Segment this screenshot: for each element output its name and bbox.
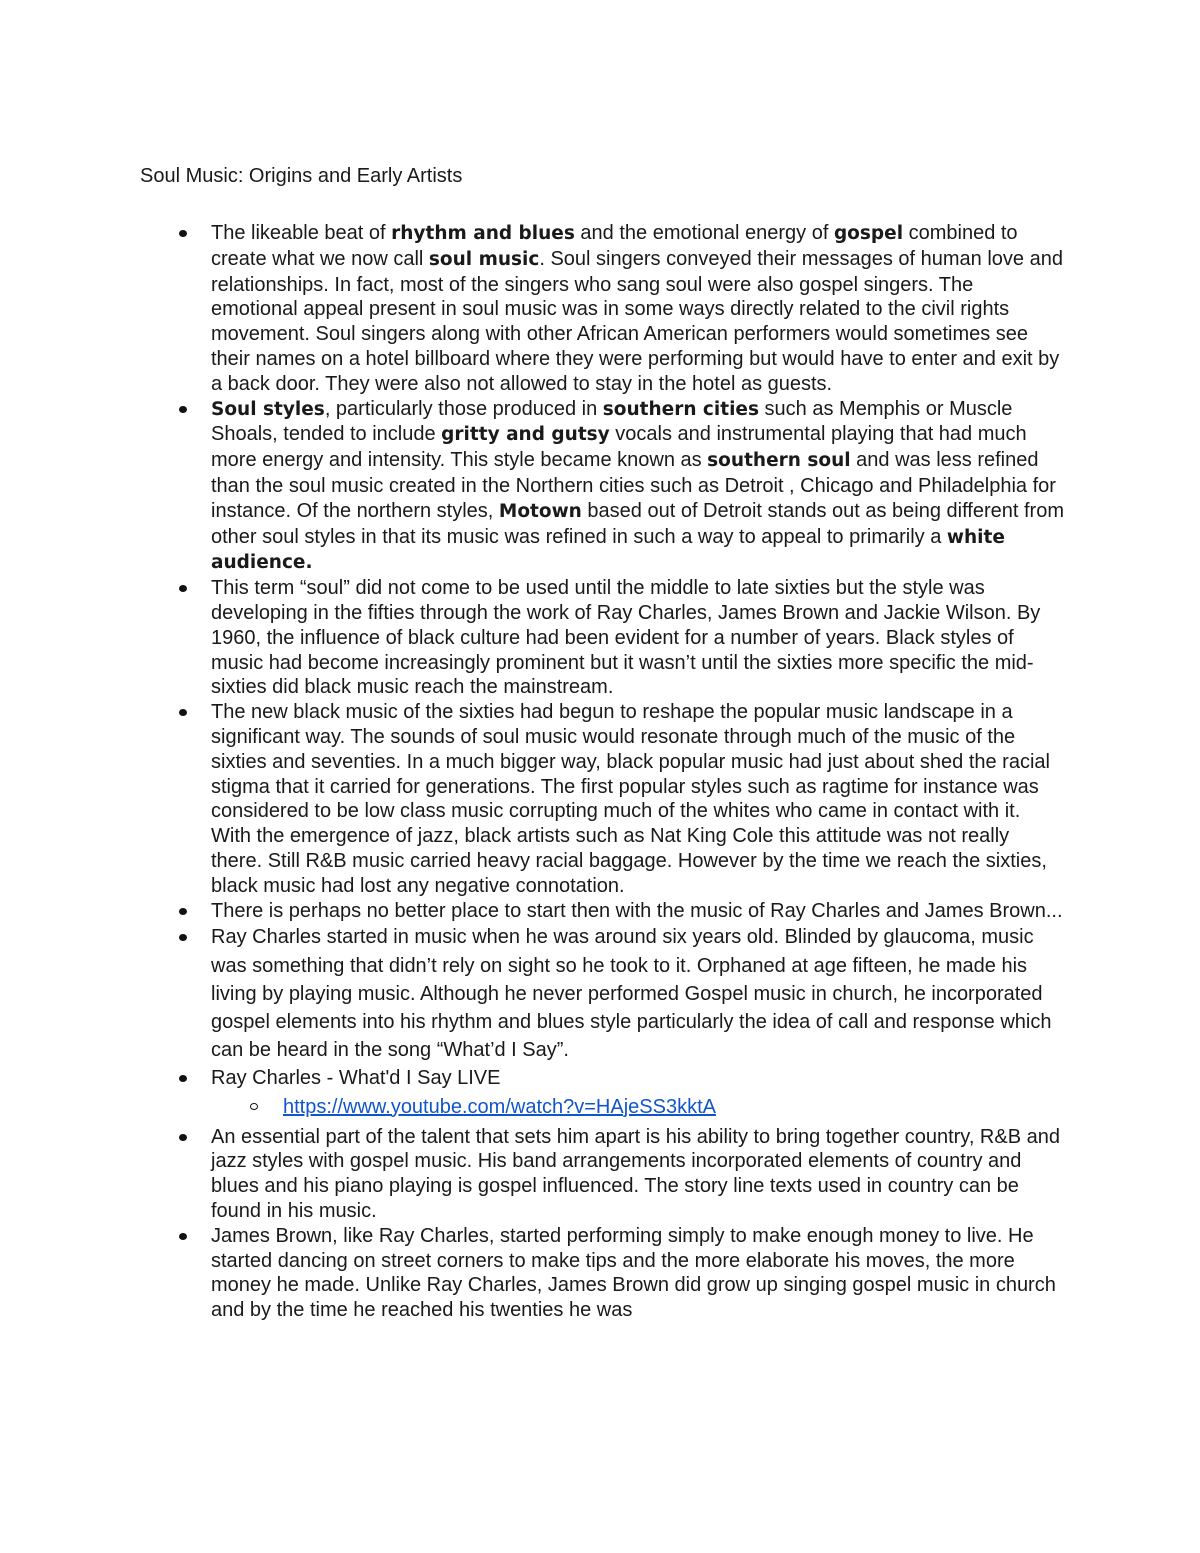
bullet-dot-icon (179, 908, 187, 915)
bullet-item (0, 221, 1200, 397)
bullet-item (0, 1125, 1200, 1224)
bullet-item (0, 576, 1200, 700)
text-run: The likeable beat of (211, 222, 392, 244)
bullet-dot-icon (179, 1134, 187, 1141)
document-title: Soul Music: Origins and Early Artists (140, 165, 463, 187)
text-run: , particularly those produced in (324, 397, 603, 420)
text-run: and the emotional energy of (574, 222, 834, 244)
bold-term: soul music (428, 248, 540, 270)
bullet-dot-icon (179, 230, 187, 237)
bullet-item (0, 1064, 1200, 1092)
bullet-item (0, 397, 1200, 577)
text-run: James Brown, like Ray Charles, started performing simply to make enough money to live. He started dancing on street corners to make tips and the more elaborate his moves, the more money he made. Unlike Ray Charles, James Brown did grow up singing gospel music in church and by the time he reached his twenties he was (211, 1224, 1056, 1322)
bullet-item (0, 899, 1200, 924)
text-run: . Soul singers conveyed their messages of human love and relationships. In fact, most of the singers who sang soul were also gospel singers. The emotional appeal present in soul music was in some ways directly related to the civil rights movement. Soul singers along with other African American performers would sometimes see their names on a hotel billboard where they were performing but would have to enter and exit by a back door. They were also not allowed to stay in the hotel as guests. (211, 247, 1063, 395)
bullet-dot-icon (179, 1233, 187, 1240)
bullet-dot-icon (179, 585, 187, 592)
bold-term: gospel (833, 223, 904, 244)
text-run: combined to create what we now call (211, 222, 1018, 270)
text-run: This term “soul” did not come to be used until the middle to late sixties but the style was developing in the fifties through the work of Ray Charles, James Brown and Jackie Wilson. By 1960, the influence of black culture had been evident for a number of years. Black styles of music had become increasingly prominent but it wasn’t until the sixties more specific the mid-sixties did black music reach the mainstream. (211, 577, 1041, 699)
bold-term: gritty and gutsy (441, 424, 610, 446)
text-run: There is perhaps no better place to start then with the music of Ray Charles and James Brown... (211, 899, 1063, 922)
bullet-dot-icon (179, 709, 187, 716)
bullet-list (0, 221, 1200, 1323)
text-run: The new black music of the sixties had begun to reshape the popular music landscape in a significant way. The sounds of soul music would resonate through much of the music of the sixties and seventies. In a much bigger way, black popular music had just about shed the racial stigma that it carried for generations. The first popular styles such as ragtime for instance was considered to be low class music corrupting much of the whites who came in contact with it. With the emergence of jazz, black artists such as Nat King Cole this attitude was not really there. Still R&B music carried heavy racial baggage. However by the time we reach the sixties, black music had lost any negative connotation. (211, 701, 1050, 897)
bullet-dot-icon (179, 1075, 187, 1082)
text-run: An essential part of the talent that sets him apart is his ability to bring together country, R&B and jazz styles with gospel music. His band arrangements incorporated elements of country and blues and his piano playing is gospel influenced. The story line texts used in country can be found in his music. (211, 1125, 1060, 1222)
bold-term: southern cities (602, 398, 759, 420)
youtube-link[interactable]: https://www.youtube.com/watch?v=HAjeSS3kktA (283, 1095, 716, 1118)
text-run: Ray Charles started in music when he was around six years old. Blinded by glaucoma, music was something that didn’t rely on sight so he took to it. Orphaned at age fifteen, he made his living by playing music. Although he never performed Gospel music in church, he incorporated gospel elements into his rhythm and blues style particularly the idea of call and response which can be heard in the song “What’d I Say”. (211, 926, 1052, 1062)
bullet-dot-icon (179, 934, 187, 941)
bullet-item (0, 923, 1200, 1064)
text-run: and was less refined than the soul music created in the Northern cities such as Detroit , Chicago and Philadelphia for instance. Of the northern styles, (211, 449, 1056, 522)
bullet-item (0, 1224, 1200, 1323)
text-run: such as Memphis or Muscle Shoals, tended to include (211, 397, 1013, 446)
sub-bullet-item (0, 1093, 1200, 1121)
bold-term: southern soul (707, 450, 851, 472)
bold-term: Motown (498, 500, 582, 522)
bullet-dot-icon (179, 406, 187, 413)
text-run: based out of Detroit stands out as being different from other soul styles in that its music was refined in such a way to appeal to primarily a (211, 499, 1064, 548)
bullet-item (0, 700, 1200, 898)
bold-term: rhythm and blues (391, 223, 575, 244)
bold-term: white audience. (211, 526, 1005, 574)
text-run: vocals and instrumental playing that had much more energy and intensity. This style became known as (211, 423, 1027, 472)
bold-term: Soul styles (211, 398, 325, 420)
text-run: Ray Charles - What'd I Say LIVE (211, 1067, 501, 1090)
hollow-bullet-icon (250, 1103, 258, 1110)
